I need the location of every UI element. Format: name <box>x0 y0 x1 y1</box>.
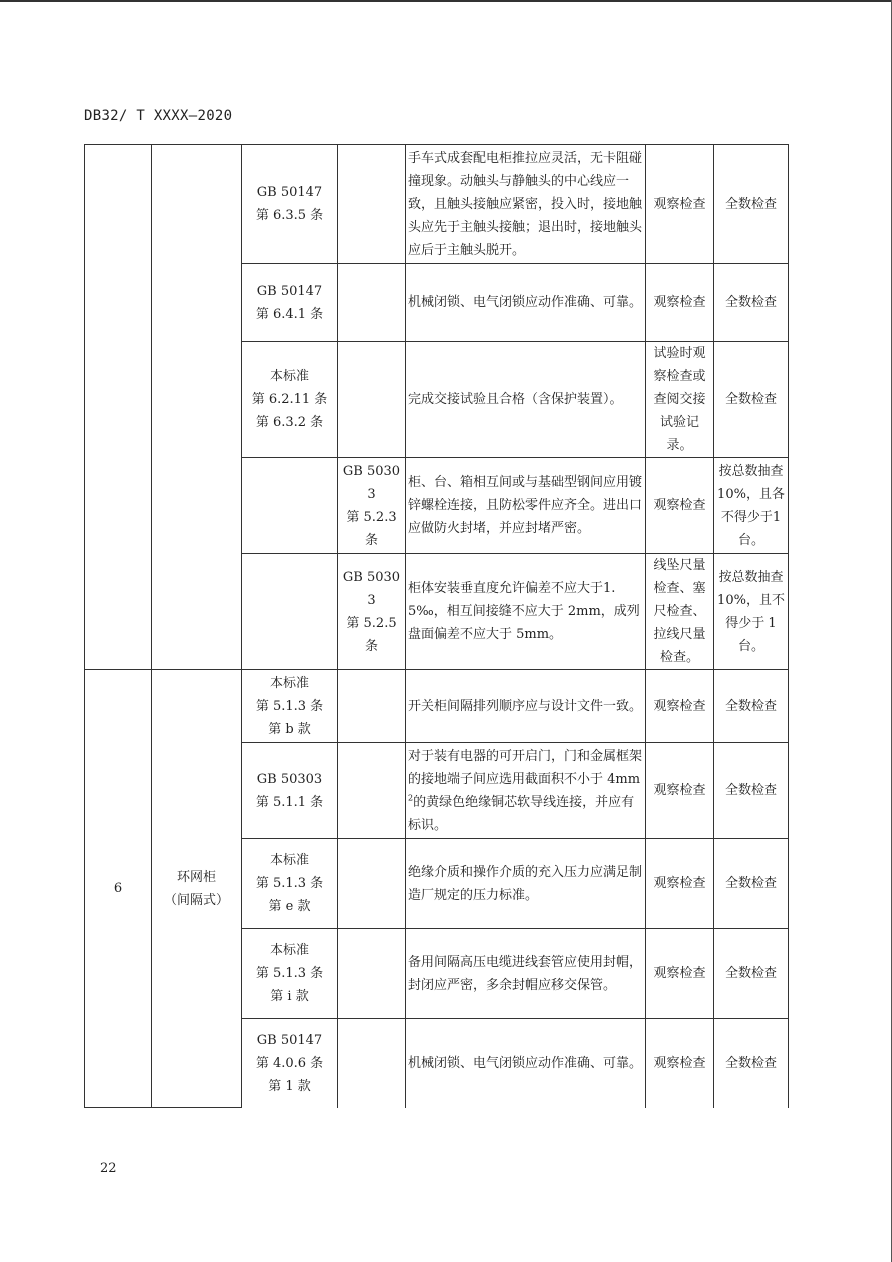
item-name-cell: 环网柜 （间隔式） <box>152 670 242 1108</box>
basis-secondary-cell <box>338 1019 406 1108</box>
method-cell: 观察检查 <box>646 458 714 554</box>
basis-cell: GB 50303 第 5.1.1 条 <box>242 743 338 839</box>
requirement-cell: 备用间隔高压电缆进线套管应使用封帽，封闭应严密，多余封帽应移交保管。 <box>406 929 646 1019</box>
method-cell: 观察检查 <box>646 743 714 839</box>
basis-secondary-cell: GB 50303 第 5.2.3 条 <box>338 458 406 554</box>
quantity-cell: 全数检查 <box>714 929 789 1019</box>
basis-cell: 本标准 第 6.2.11 条 第 6.3.2 条 <box>242 342 338 458</box>
quantity-cell: 全数检查 <box>714 743 789 839</box>
basis-cell: GB 50147 第 6.4.1 条 <box>242 264 338 342</box>
top-border-rule <box>0 0 892 2</box>
method-cell: 观察检查 <box>646 1019 714 1108</box>
requirement-text-part: 对于装有电器的可开启门，门和金属框架的接地端子间应选用截面积不小于 4mm <box>408 748 643 787</box>
basis-cell: 本标准 第 5.1.3 条 第 e 款 <box>242 839 338 929</box>
method-cell: 观察检查 <box>646 929 714 1019</box>
superscript-two: 2 <box>408 793 414 803</box>
basis-cell <box>242 554 338 670</box>
method-cell: 观察检查 <box>646 839 714 929</box>
quantity-cell: 全数检查 <box>714 264 789 342</box>
basis-cell <box>242 458 338 554</box>
quantity-cell: 全数检查 <box>714 839 789 929</box>
basis-cell: GB 50147 第 4.0.6 条 第 1 款 <box>242 1019 338 1108</box>
inspection-table <box>84 144 789 1108</box>
page-number: 22 <box>100 1161 117 1176</box>
basis-secondary-cell <box>338 342 406 458</box>
basis-cell: 本标准 第 5.1.3 条 第 i 款 <box>242 929 338 1019</box>
basis-cell: 本标准 第 5.1.3 条 第 b 款 <box>242 670 338 743</box>
quantity-cell: 全数检查 <box>714 342 789 458</box>
quantity-cell: 全数检查 <box>714 145 789 264</box>
basis-cell: GB 50147 第 6.3.5 条 <box>242 145 338 264</box>
requirement-cell: 绝缘介质和操作介质的充入压力应满足制造厂规定的压力标准。 <box>406 839 646 929</box>
method-cell: 观察检查 <box>646 670 714 743</box>
method-cell: 线坠尺量检查、塞尺检查、拉线尺量检查。 <box>646 554 714 670</box>
basis-secondary-cell <box>338 743 406 839</box>
requirement-cell <box>406 743 646 839</box>
basis-secondary-cell: GB 50303 第 5.2.5 条 <box>338 554 406 670</box>
item-name-cell <box>152 145 242 670</box>
quantity-cell: 按总数抽查 10%，且不得少于 1 台。 <box>714 554 789 670</box>
quantity-cell: 全数检查 <box>714 1019 789 1108</box>
method-cell: 观察检查 <box>646 264 714 342</box>
requirement-cell: 柜体安装垂直度允许偏差不应大于1.5‰，相互间接缝不应大于 2mm，成列盘面偏差不应大于 5mm。 <box>406 554 646 670</box>
quantity-cell: 按总数抽查10%，且各不得少于1台。 <box>714 458 789 554</box>
basis-secondary-cell <box>338 839 406 929</box>
basis-secondary-cell <box>338 145 406 264</box>
item-number-cell: 6 <box>85 670 152 1108</box>
requirement-cell: 柜、台、箱相互间或与基础型钢间应用镀锌螺栓连接，且防松零件应齐全。进出口应做防火封堵，并应封堵严密。 <box>406 458 646 554</box>
requirement-text-part: 的黄绿色绝缘铜芯软导线连接，并应有标识。 <box>408 794 635 833</box>
table-row <box>85 670 789 743</box>
basis-secondary-cell <box>338 929 406 1019</box>
method-cell: 试验时观察检查或查阅交接试验记录。 <box>646 342 714 458</box>
requirement-cell: 机械闭锁、电气闭锁应动作准确、可靠。 <box>406 1019 646 1108</box>
requirement-cell: 完成交接试验且合格（含保护装置）。 <box>406 342 646 458</box>
basis-secondary-cell <box>338 670 406 743</box>
requirement-cell: 机械闭锁、电气闭锁应动作准确、可靠。 <box>406 264 646 342</box>
basis-secondary-cell <box>338 264 406 342</box>
method-cell: 观察检查 <box>646 145 714 264</box>
requirement-cell: 开关柜间隔排列顺序应与设计文件一致。 <box>406 670 646 743</box>
item-number-cell <box>85 145 152 670</box>
document-code-header: DB32/ T XXXX—2020 <box>84 108 233 124</box>
requirement-cell: 手车式成套配电柜推拉应灵活，无卡阻碰撞现象。动触头与静触头的中心线应一致，且触头接触应紧密，投入时，接地触头应先于主触头接触；退出时，接地触头应后于主触头脱开。 <box>406 145 646 264</box>
table-row <box>85 145 789 264</box>
quantity-cell: 全数检查 <box>714 670 789 743</box>
